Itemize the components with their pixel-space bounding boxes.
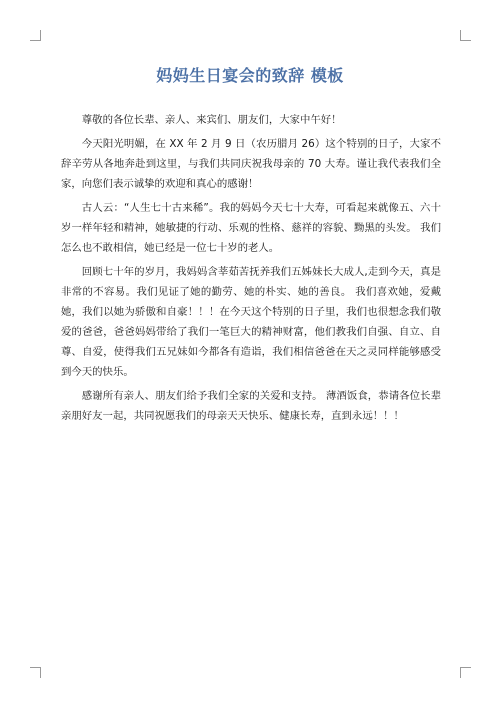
paragraph-greeting: 尊敬的各位长辈、亲人、来宾们、朋友们，大家中午好！ — [81, 114, 342, 126]
crop-mark-top-right — [460, 30, 471, 41]
crop-mark-bottom-right — [460, 667, 471, 678]
paragraph-thanks: 感谢所有亲人、朋友们给予我们全家的关爱和支持。 薄酒饭食，恭请各位长辈亲朋好友一起，共同祝愿我们的母亲天天快乐、健康长寿，直到永远！！！ — [61, 390, 441, 422]
crop-mark-bottom-left — [30, 667, 41, 678]
document-title: 妈妈生日宴会的致辞 模板 — [156, 66, 344, 85]
paragraph-proverb: 古人云：“人生七十古来稀”。我的妈妈今天七十大寿，可看起来就像五、六十岁一样年轻和精神，她敏捷的行动、乐观的性格、慈祥的容貌、黝黑的头发。 我们怎么也不敢相信，她已经是一位七十岁的老人。 — [61, 202, 441, 254]
paragraph-welcome: 今天阳光明媚，在 XX 年 2 月 9 日（农历腊月 26）这个特别的日子，大家不辞辛劳从各地奔赴到这里，与我们共同庆祝我母亲的 70 大寿。谨让我代表我们全家，向您们表示诚挚的欢迎和真心的感谢！ — [61, 138, 441, 190]
document-body — [61, 110, 441, 430]
paragraph-review: 回顾七十年的岁月，我妈妈含莘茹苦抚养我们五姊妹长大成人,走到今天，真是非常的不容易。我们见证了她的勤劳、她的朴实、她的善良。 我们喜欢她，爱戴她，我们以她为骄傲和自豪！！！在今天这个特别的日子里，我们也很想念我们敬爱的爸爸，爸爸妈妈带给了我们一笔巨大的精神财富，他们教我们自强、自立、自尊、自爱，使得我们五兄妹如今都各有造诣，我们相信爸爸在天之灵同样能够感受到今天的快乐。 — [61, 266, 441, 378]
crop-mark-top-left — [30, 30, 41, 41]
